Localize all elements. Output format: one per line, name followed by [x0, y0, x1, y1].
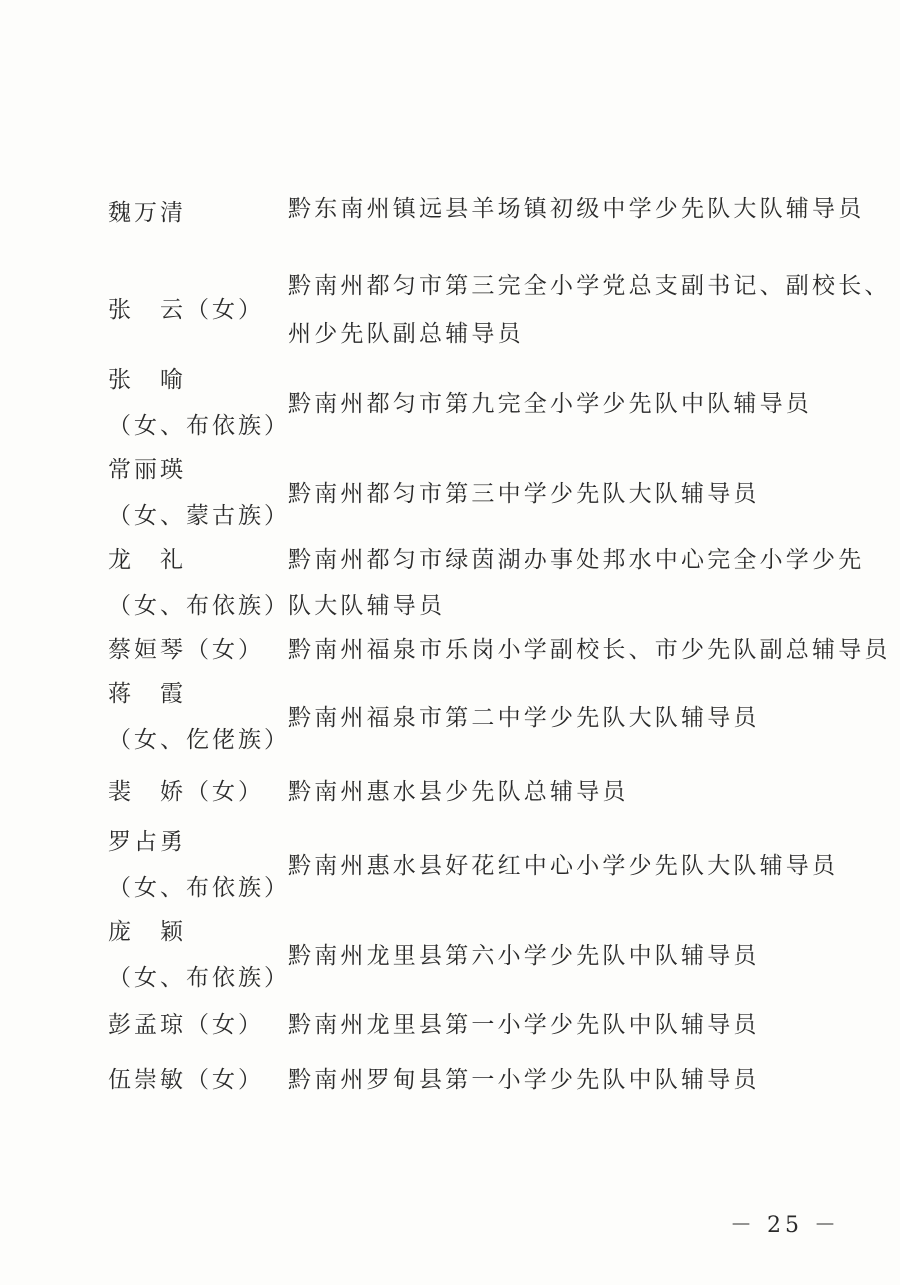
person-position — [288, 636, 891, 664]
name-line: 伍崇敏（女） — [108, 1067, 264, 1093]
position-line: 队大队辅导员 — [288, 593, 446, 619]
name-line: 魏万清 — [108, 200, 186, 226]
position-line: 黔南州龙里县第一小学少先队中队辅导员 — [288, 1012, 760, 1038]
person-name — [108, 1066, 264, 1094]
position-line: 黔南州都匀市第三完全小学党总支副书记、副校长、 — [288, 273, 891, 299]
person-position — [288, 390, 868, 418]
person-name — [108, 680, 290, 754]
person-name — [108, 1011, 264, 1039]
position-line: 州少先队副总辅导员 — [288, 321, 524, 347]
person-position — [288, 480, 868, 508]
name-line: 常丽瑛 — [108, 457, 186, 483]
name-line: 裴 娇（女） — [108, 779, 264, 805]
position-line: 黔南州都匀市绿茵湖办事处邦水中心完全小学少先 — [288, 547, 865, 573]
person-position — [288, 546, 868, 620]
position-line: 黔南州都匀市第三中学少先队大队辅导员 — [288, 481, 760, 507]
name-line: （女、蒙古族） — [108, 503, 290, 529]
person-name — [108, 778, 264, 806]
position-line: 黔南州都匀市第九完全小学少先队中队辅导员 — [288, 391, 812, 417]
person-name — [108, 546, 290, 620]
name-line: （女、布依族） — [108, 875, 290, 901]
person-position — [288, 942, 868, 970]
position-line: 黔南州惠水县好花红中心小学少先队大队辅导员 — [288, 853, 839, 879]
person-name — [108, 456, 290, 530]
name-line: 蒋 霞 — [108, 681, 186, 707]
person-name — [108, 918, 290, 992]
position-line: 黔南州福泉市第二中学少先队大队辅导员 — [288, 705, 760, 731]
name-line: （女、布依族） — [108, 413, 290, 439]
page-number: － 25 － — [730, 1213, 840, 1238]
position-line: 黔南州罗甸县第一小学少先队中队辅导员 — [288, 1067, 760, 1093]
person-position — [288, 852, 868, 880]
person-name — [108, 199, 186, 227]
name-line: （女、布依族） — [108, 965, 290, 991]
name-line: 庞 颖 — [108, 919, 186, 945]
person-name — [108, 828, 290, 902]
person-position — [288, 1011, 868, 1039]
name-line: 彭孟琼（女） — [108, 1012, 264, 1038]
person-position — [288, 195, 868, 223]
person-position — [288, 272, 891, 348]
position-line: 黔南州龙里县第六小学少先队中队辅导员 — [288, 943, 760, 969]
name-line: （女、布依族） — [108, 593, 290, 619]
person-name — [108, 636, 264, 664]
name-line: 蔡姮琴（女） — [108, 637, 264, 663]
person-position — [288, 704, 868, 732]
person-name — [108, 366, 290, 440]
person-position — [288, 1066, 868, 1094]
person-name — [108, 296, 264, 324]
person-position — [288, 778, 868, 806]
position-line: 黔东南州镇远县羊场镇初级中学少先队大队辅导员 — [288, 196, 865, 222]
name-line: 张 云（女） — [108, 297, 264, 323]
name-line: 龙 礼 — [108, 547, 186, 573]
position-line: 黔南州惠水县少先队总辅导员 — [288, 779, 629, 805]
position-line: 黔南州福泉市乐岗小学副校长、市少先队副总辅导员 — [288, 637, 891, 663]
name-line: 罗占勇 — [108, 829, 186, 855]
name-line: （女、仡佬族） — [108, 727, 290, 753]
name-line: 张 喻 — [108, 367, 186, 393]
